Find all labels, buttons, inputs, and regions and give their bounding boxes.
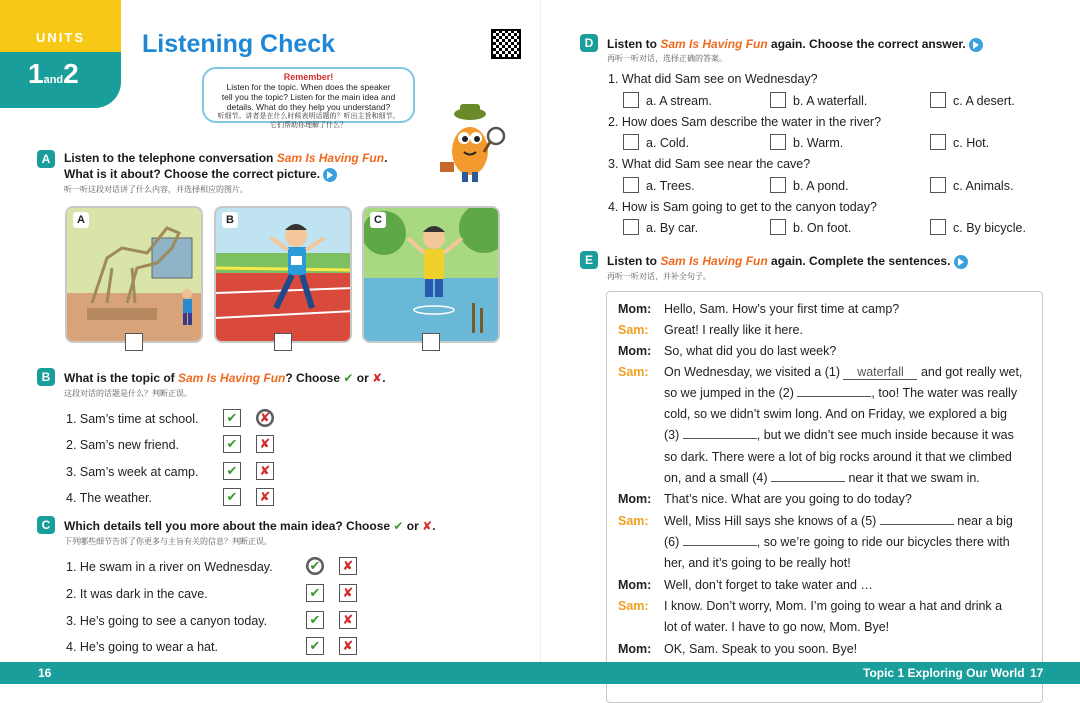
section-b-item: 1. Sam’s time at school. [66, 412, 199, 426]
speaker-sam: Sam: [618, 599, 649, 613]
section-b-item: 2. Sam’s new friend. [66, 438, 180, 452]
page-gutter [540, 0, 541, 662]
speaker-mom: Mom: [618, 492, 652, 506]
option-checkbox[interactable] [623, 177, 639, 193]
section-b-item: 4. The weather. [66, 491, 152, 505]
blank-2[interactable] [797, 396, 871, 397]
qr-code-icon[interactable] [491, 29, 521, 59]
section-a-instruction: Listen to the telephone conversation Sam Is Having Fun. What is it about? Choose the correct picture. [64, 151, 388, 181]
option-label: b. A pond. [793, 179, 849, 193]
section-d-instruction: Listen to Sam Is Having Fun again. Choose the correct answer. [607, 36, 983, 52]
audio-icon[interactable] [323, 168, 337, 182]
option-checkbox[interactable] [930, 219, 946, 235]
picture-c-checkbox[interactable] [422, 333, 440, 351]
dialogue-line: (6) , so we’re going to ride our bicycles there with [664, 535, 1010, 549]
section-d-letter: D [580, 34, 598, 52]
tick-box[interactable]: ✔ [223, 488, 241, 506]
race-image [216, 208, 352, 343]
section-b-letter: B [37, 368, 55, 386]
section-a-cn: 听一听这段对话讲了什么内容，并选择相应的图片。 [64, 185, 248, 194]
option-label: a. Trees. [646, 179, 695, 193]
option-label: b. On foot. [793, 221, 852, 235]
option-label: c. By bicycle. [953, 221, 1026, 235]
section-d-cn: 再听一听对话，选择正确的答案。 [607, 54, 727, 63]
units-number: 1and2 [28, 58, 79, 89]
dialogue-line: So, what did you do last week? [664, 344, 837, 358]
picture-b[interactable] [214, 206, 352, 343]
remember-line: Listen for the topic. When does the speaker [226, 82, 391, 92]
speaker-mom: Mom: [618, 302, 652, 316]
question-1: 1. What did Sam see on Wednesday? [608, 72, 818, 86]
dialogue-line: on, and a small (4) near it that we swam in. [664, 471, 980, 485]
cross-box[interactable]: ✘ [256, 488, 274, 506]
remember-line: tell you the topic? Listen for the main idea and [221, 92, 396, 102]
option-checkbox[interactable] [930, 92, 946, 108]
dialogue-line: (3) , but we didn’t see much inside because it was [664, 428, 1014, 442]
picture-b-checkbox[interactable] [274, 333, 292, 351]
remember-bubble [202, 67, 415, 129]
picture-a-checkbox[interactable] [125, 333, 143, 351]
option-label: b. A waterfall. [793, 94, 868, 108]
dialogue-line: On Wednesday, we visited a (1) waterfall and got really wet, [664, 365, 1023, 379]
dialogue-line: That’s nice. What are you going to do today? [664, 492, 912, 506]
cross-box-selected[interactable]: ✘ [256, 409, 274, 427]
tick-icon: ✔ [393, 519, 404, 533]
section-a-letter: A [37, 150, 55, 168]
tick-box[interactable]: ✔ [306, 611, 324, 629]
remember-line: details. What do they help you understand? [226, 102, 391, 112]
page-title: Listening Check [142, 30, 336, 58]
river-image [364, 208, 500, 343]
footer-topic: Topic 1 Exploring Our World [863, 666, 1025, 680]
section-e-cn: 再听一听对话，并补全句子。 [607, 272, 711, 281]
section-b-instruction: What is the topic of Sam Is Having Fun? Choose ✔ or ✘. [64, 371, 386, 385]
cross-box[interactable]: ✘ [339, 637, 357, 655]
question-3: 3. What did Sam see near the cave? [608, 157, 811, 171]
cross-icon: ✘ [372, 371, 383, 385]
section-c-item: 3. He’s going to see a canyon today. [66, 614, 268, 628]
picture-c-label: C [370, 212, 386, 228]
option-label: a. By car. [646, 221, 699, 235]
option-label: a. Cold. [646, 136, 690, 150]
cross-box[interactable]: ✘ [339, 584, 357, 602]
dialogue-line: so dark. There were a lot of big rocks around it that we climbed [664, 450, 1012, 464]
blank-5[interactable] [880, 524, 954, 525]
option-checkbox[interactable] [930, 134, 946, 150]
remember-cn-line: 它们帮助你理解了什么？ [270, 122, 347, 129]
option-label: b. Warm. [793, 136, 844, 150]
speaker-sam: Sam: [618, 514, 649, 528]
picture-c[interactable] [362, 206, 500, 343]
dialogue-line: Well, don’t forget to take water and … [664, 578, 873, 592]
cross-box[interactable]: ✘ [339, 557, 357, 575]
section-b-cn: 这段对话的话题是什么？判断正误。 [64, 389, 192, 398]
blank-6[interactable] [683, 545, 757, 546]
option-checkbox[interactable] [770, 219, 786, 235]
option-label: c. Animals. [953, 179, 1014, 193]
dialogue-line: I know. Don’t worry, Mom. I’m going to wear a hat and drink a [664, 599, 1003, 613]
speaker-sam: Sam: [618, 365, 649, 379]
option-checkbox[interactable] [623, 134, 639, 150]
mascot-illustration [430, 96, 510, 186]
blank-4[interactable] [771, 481, 845, 482]
dialogue-line: Great! I really like it here. [664, 323, 803, 337]
dialogue-line: her, and it’s going to be really hot! [664, 556, 851, 570]
section-c-instruction: Which details tell you more about the main idea? Choose ✔ or ✘. [64, 519, 436, 533]
cross-icon: ✘ [422, 519, 433, 533]
tick-box[interactable]: ✔ [223, 435, 241, 453]
picture-a[interactable] [65, 206, 203, 343]
question-4: 4. How is Sam going to get to the canyon today? [608, 200, 877, 214]
page-number-left: 16 [38, 666, 52, 680]
section-c-item: 2. It was dark in the cave. [66, 587, 208, 601]
dialogue-line: Hello, Sam. How’s your first time at camp? [664, 302, 900, 316]
option-label: c. A desert. [953, 94, 1015, 108]
section-c-cn: 下列哪些细节告诉了你更多与主旨有关的信息？判断正误。 [64, 537, 272, 546]
tick-box-selected[interactable]: ✔ [306, 557, 324, 575]
option-label: a. A stream. [646, 94, 713, 108]
option-checkbox[interactable] [930, 177, 946, 193]
cross-box[interactable]: ✘ [256, 462, 274, 480]
dialogue-line: so we jumped in the (2) , too! The water was really [664, 386, 1018, 400]
cross-box[interactable]: ✘ [256, 435, 274, 453]
dialogue-line: cold, so we didn’t swim long. And on Friday, we explored a big [664, 407, 1008, 421]
page-number-right: 17 [1030, 666, 1044, 680]
section-b-item: 3. Sam’s week at camp. [66, 465, 199, 479]
units-label: UNITS [36, 30, 85, 45]
blank-1[interactable]: waterfall [843, 365, 917, 380]
cross-box[interactable]: ✘ [339, 611, 357, 629]
dialogue-line: Well, Miss Hill says she knows of a (5) near a big [664, 514, 1013, 528]
remember-heading: Remember! [283, 72, 334, 82]
speaker-mom: Mom: [618, 344, 652, 358]
option-checkbox[interactable] [623, 219, 639, 235]
tick-box[interactable]: ✔ [223, 462, 241, 480]
remember-cn-line: 听细节。讲者是在什么时候表明话题的？听出主旨和细节。 [217, 113, 400, 120]
speaker-mom: Mom: [618, 578, 652, 592]
picture-b-label: B [222, 212, 238, 228]
section-c-item: 4. He’s going to wear a hat. [66, 640, 218, 654]
blank-3[interactable] [683, 438, 757, 439]
dialogue-line: lot of water. I have to go now, Mom. Bye! [664, 620, 890, 634]
dialogue-line: OK, Sam. Speak to you soon. Bye! [664, 642, 858, 656]
museum-dinosaur-image [67, 208, 203, 343]
speaker-mom: Mom: [618, 642, 652, 656]
section-c-letter: C [37, 516, 55, 534]
tick-icon: ✔ [343, 371, 354, 385]
audio-icon[interactable] [954, 255, 968, 269]
section-e-letter: E [580, 251, 598, 269]
option-checkbox[interactable] [623, 92, 639, 108]
option-label: c. Hot. [953, 136, 990, 150]
tick-box[interactable]: ✔ [306, 637, 324, 655]
question-2: 2. How does Sam describe the water in the river? [608, 115, 882, 129]
speaker-sam: Sam: [618, 323, 649, 337]
audio-icon[interactable] [969, 38, 983, 52]
tick-box[interactable]: ✔ [223, 409, 241, 427]
tick-box[interactable]: ✔ [306, 584, 324, 602]
option-checkbox[interactable] [770, 134, 786, 150]
option-checkbox[interactable] [770, 92, 786, 108]
section-e-instruction: Listen to Sam Is Having Fun again. Complete the sentences. [607, 253, 968, 269]
picture-a-label: A [73, 212, 89, 228]
section-c-item: 1. He swam in a river on Wednesday. [66, 560, 273, 574]
option-checkbox[interactable] [770, 177, 786, 193]
